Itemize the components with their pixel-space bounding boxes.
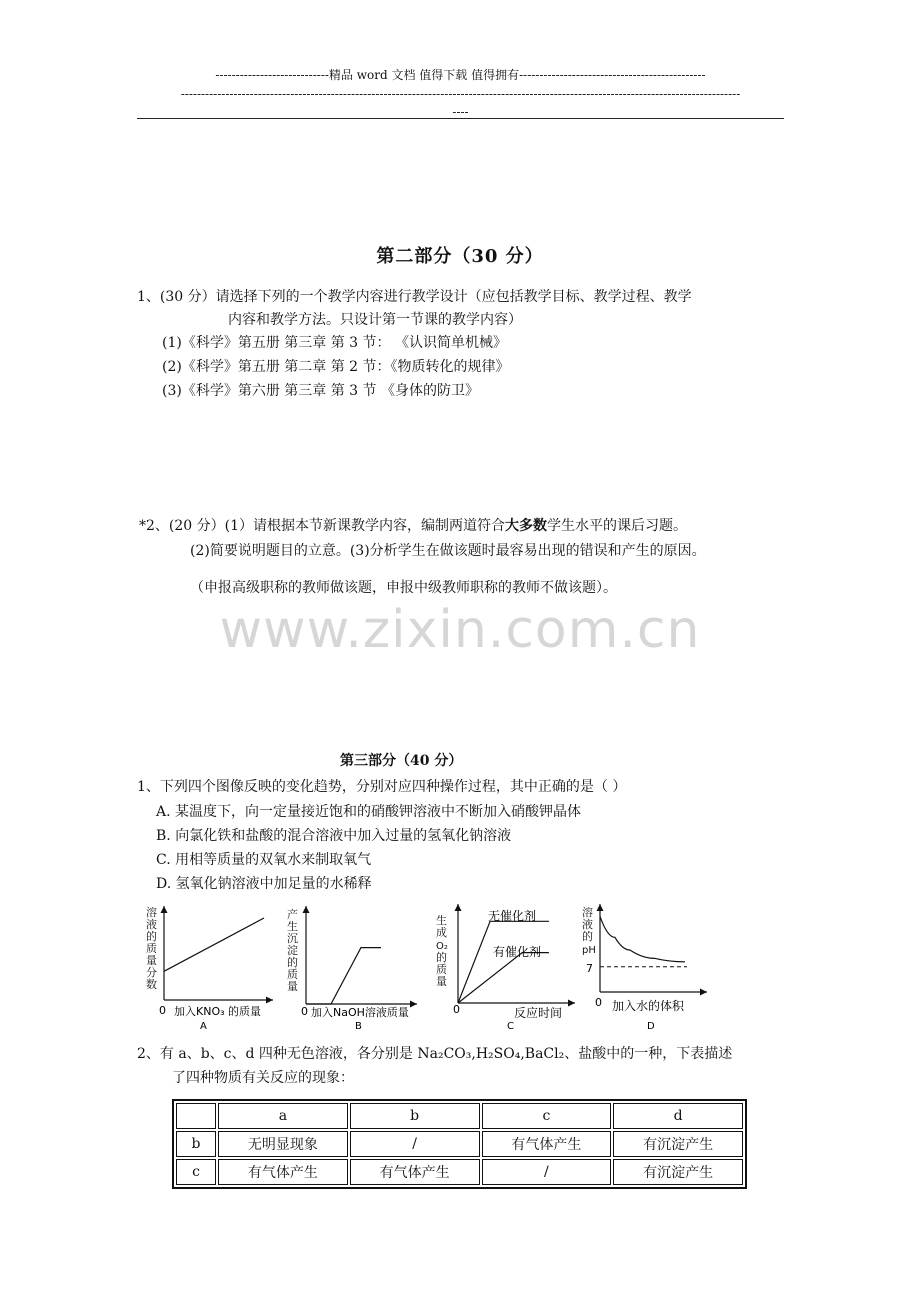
chart-a-ylabel-4: 量 — [146, 954, 157, 967]
table-cell: 有气体产生 — [482, 1131, 612, 1157]
chart-d-ylabel-3: pH — [582, 945, 596, 956]
table-header-cell: d — [613, 1103, 743, 1129]
emphasis-majority: 大多数 — [505, 518, 548, 534]
chart-b-series-line — [306, 948, 381, 1004]
watermark: www.zixin.com.cn — [219, 600, 701, 660]
chart-a-ylabel-1: 液 — [146, 918, 157, 931]
chart-a — [146, 905, 273, 1032]
part3-q1-option-c: C. 用相等质量的双氧水来制取氧气 — [156, 852, 372, 868]
chart-d-ph-mark: 7 — [586, 962, 593, 975]
table-row — [176, 1159, 743, 1185]
part2-q1-line2: 内容和教学方法。只设计第一节课的教学内容） — [228, 312, 522, 328]
chart-d-ylabel-2: 的 — [582, 930, 593, 943]
table-header-cell: a — [218, 1103, 348, 1129]
chart-c-ylabel-4: 质 — [436, 963, 447, 976]
header-dashes-end: ---- — [452, 105, 469, 119]
part2-q2-line3: （申报高级职称的教师做该题，申报中级教师职称的教师不做该题）。 — [190, 580, 617, 596]
table-cell: / — [350, 1131, 480, 1157]
part3-title: 第三部分（40 分） — [340, 753, 463, 769]
table-header-row — [176, 1103, 743, 1129]
chart-c-ylabel-5: 量 — [436, 975, 447, 988]
table-header-cell — [176, 1103, 216, 1129]
header-dashes: ------------------------------------------------------------------------------------------------------------------------------------------ — [180, 87, 741, 101]
chart-c-series-no-catalyst — [458, 921, 549, 1003]
chart-c-ylabel-2: O₂ — [436, 941, 448, 952]
part2-q2-line2: (2)简要说明题目的立意。(3)分析学生在做该题时最容易出现的错误和产生的原因。 — [190, 543, 706, 559]
reaction-table — [172, 1099, 747, 1189]
chart-b-ylabel-2: 沉 — [287, 932, 298, 945]
chart-d-ylabel-0: 溶 — [582, 906, 593, 919]
part3-q2-line1: 2、有 a、b、c、d 四种无色溶液，各分别是 Na₂CO₃,H₂SO₄,BaCl₂、盐酸中的一种，下表描述 — [137, 1046, 733, 1062]
chart-b-ylabel-4: 的 — [287, 956, 298, 969]
chart-c-label-no-catalyst: 无催化剂 — [488, 909, 537, 923]
table-cell: / — [482, 1159, 612, 1185]
part2-option-2: (2)《科学》第五册 第二章 第 2 节：《物质转化的规律》 — [162, 359, 510, 375]
table-cell: 有沉淀产生 — [613, 1159, 743, 1185]
chart-c-ylabel-3: 的 — [436, 951, 447, 964]
chart-a-ylabel-5: 分 — [146, 966, 157, 979]
chart-d-xlabel: 加入水的体积 — [612, 999, 685, 1013]
chart-c-ylabel-1: 成 — [436, 926, 447, 939]
chart-b-ylabel-6: 量 — [287, 980, 298, 993]
header-rule — [137, 118, 784, 119]
chart-a-ylabel-6: 数 — [146, 978, 157, 991]
chart-a-caption: A — [200, 1021, 207, 1032]
chart-a-ylabel-2: 的 — [146, 930, 157, 943]
chart-c-caption: C — [507, 1021, 514, 1032]
table-cell: 有气体产生 — [218, 1159, 348, 1185]
table-header-cell: b — [350, 1103, 480, 1129]
chart-d-series-line — [600, 916, 685, 961]
table-header-cell: c — [482, 1103, 612, 1129]
chart-d — [582, 904, 707, 1032]
header-banner: ----------------------------精品 word 文档 值得下载 值得拥有---------------------------------------------- — [215, 68, 706, 82]
part3-q1-option-b: B. 向氯化铁和盐酸的混合溶液中加入过量的氢氧化钠溶液 — [156, 828, 512, 844]
part3-q1-option-a: A. 某温度下，向一定量接近饱和的硝酸钾溶液中不断加入硝酸钾晶体 — [156, 804, 582, 820]
table-row — [176, 1131, 743, 1157]
table-cell: b — [176, 1131, 216, 1157]
part2-title: 第二部分（30 分） — [376, 246, 544, 267]
part3-q1-option-d: D. 氢氧化钠溶液中加足量的水稀释 — [156, 876, 372, 892]
chart-c — [436, 904, 575, 1032]
chart-c-origin: 0 — [453, 1003, 460, 1016]
chart-a-xlabel: 加入KNO₃ 的质量 — [174, 1005, 262, 1018]
chart-b-origin: 0 — [301, 1005, 308, 1018]
chart-b-xlabel: 加入NaOH溶液质量 — [311, 1006, 409, 1019]
chart-b-caption: B — [355, 1021, 362, 1032]
chart-b-ylabel-3: 淀 — [287, 944, 298, 957]
chart-c-label-catalyst: 有催化剂 — [493, 945, 542, 959]
chart-a-ylabel-0: 溶 — [146, 906, 157, 919]
part2-option-3: (3)《科学》第六册 第三章 第 3 节 《身体的防卫》 — [162, 383, 479, 399]
chart-b-ylabel-1: 生 — [287, 920, 298, 933]
chart-b — [287, 906, 417, 1032]
chart-b-ylabel-0: 产 — [287, 908, 298, 921]
chart-a-origin: 0 — [159, 1004, 166, 1017]
table-cell: c — [176, 1159, 216, 1185]
table-cell: 有气体产生 — [350, 1159, 480, 1185]
chart-d-origin: 0 — [595, 996, 602, 1009]
part2-option-1: (1)《科学》第五册 第三章 第 3 节： 《认识简单机械》 — [162, 335, 507, 351]
charts-figure — [137, 900, 757, 1035]
chart-d-ylabel-1: 液 — [582, 918, 593, 931]
chart-d-caption: D — [647, 1021, 655, 1032]
chart-a-ylabel-3: 质 — [146, 942, 157, 955]
chart-c-xlabel: 反应时间 — [514, 1006, 563, 1020]
chart-c-ylabel-0: 生 — [436, 914, 447, 927]
part2-q2-line1: *2、(20 分）(1）请根据本节新课教学内容，编制两道符合大多数学生水平的课后习题。 — [139, 518, 688, 534]
table-cell: 有沉淀产生 — [613, 1131, 743, 1157]
chart-c-series-catalyst — [458, 953, 549, 1003]
part3-q2-line2: 了四种物质有关反应的现象： — [172, 1070, 354, 1086]
part2-q1-line1: 1、(30 分）请选择下列的一个教学内容进行教学设计（应包括教学目标、教学过程、教学 — [137, 289, 692, 305]
chart-a-series-line — [164, 918, 264, 971]
part3-q1-stem: 1、下列四个图像反映的变化趋势，分别对应四种操作过程，其中正确的是（ ） — [137, 779, 627, 795]
chart-b-ylabel-5: 质 — [287, 968, 298, 981]
table-cell: 无明显现象 — [218, 1131, 348, 1157]
